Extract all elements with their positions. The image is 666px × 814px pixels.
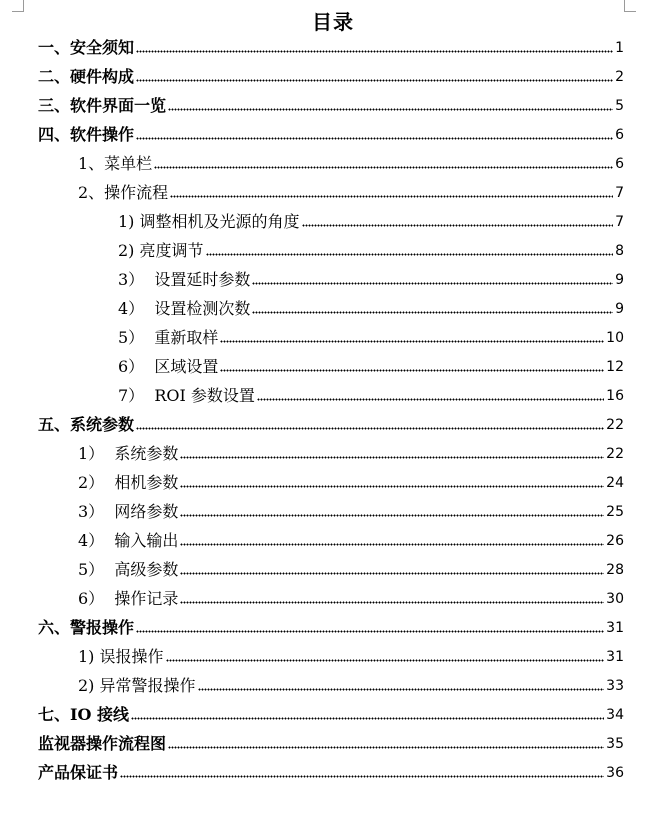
toc-entry[interactable] <box>38 34 624 58</box>
toc-entry-page: 22 <box>606 446 624 462</box>
toc-entry-text: 1、菜单栏 <box>78 154 153 173</box>
toc-dot-leader <box>166 659 605 663</box>
toc-entry-text: 一、安全须知 <box>38 38 135 57</box>
toc-entry-page: 28 <box>606 562 624 578</box>
toc-entry-page: 6 <box>615 156 624 172</box>
toc-dot-leader <box>206 253 614 257</box>
toc-entry-text: 1) 调整相机及光源的角度 <box>118 212 300 231</box>
toc-dot-leader <box>136 79 613 83</box>
toc-entry[interactable] <box>78 672 624 696</box>
toc-entry[interactable] <box>38 92 624 116</box>
toc-dot-leader <box>136 427 604 431</box>
toc-entry[interactable] <box>78 440 624 464</box>
toc-entry-page: 7 <box>615 185 624 201</box>
toc-dot-leader <box>180 601 604 605</box>
toc-entry-text: 5） 高级参数 <box>78 560 179 579</box>
toc-entry-page: 31 <box>606 649 624 665</box>
toc-dot-leader <box>180 456 604 460</box>
toc-dot-leader <box>180 572 604 576</box>
toc-dot-leader <box>168 108 613 112</box>
toc-entry-page: 5 <box>615 98 624 114</box>
toc-entry-text: 3） 网络参数 <box>78 502 179 521</box>
toc-dot-leader <box>180 514 604 518</box>
toc-entry-page: 33 <box>606 678 624 694</box>
toc-entry[interactable] <box>38 730 624 754</box>
toc-entry-page: 16 <box>606 388 624 404</box>
toc-dot-leader <box>131 717 604 721</box>
toc-entry[interactable] <box>118 324 624 348</box>
toc-dot-leader <box>170 195 613 199</box>
toc-entry[interactable] <box>78 150 624 174</box>
toc-entry[interactable] <box>118 353 624 377</box>
toc-dot-leader <box>154 166 613 170</box>
toc-entry-page: 25 <box>606 504 624 520</box>
toc-entry-text: 6） 区域设置 <box>118 357 219 376</box>
toc-entry-text: 4） 输入输出 <box>78 531 179 550</box>
toc-dot-leader <box>252 282 613 286</box>
toc-entry-text: 2) 异常警报操作 <box>78 676 196 695</box>
toc-entry-text: 七、IO 接线 <box>38 705 129 724</box>
toc-entry-text: 五、系统参数 <box>38 415 135 434</box>
toc-dot-leader <box>168 746 604 750</box>
toc-entry-page: 8 <box>615 243 624 259</box>
toc-entry[interactable] <box>38 121 624 145</box>
toc-entry-page: 1 <box>615 40 624 56</box>
toc-entry-page: 7 <box>615 214 624 230</box>
toc-entry-page: 6 <box>615 127 624 143</box>
toc-entry-page: 22 <box>606 417 624 433</box>
toc-entry[interactable] <box>78 469 624 493</box>
toc-dot-leader <box>198 688 605 692</box>
toc-dot-leader <box>136 137 613 141</box>
toc-entry-text: 二、硬件构成 <box>38 67 135 86</box>
toc-entry-text: 2、操作流程 <box>78 183 169 202</box>
toc-dot-leader <box>257 398 604 402</box>
toc-entry[interactable] <box>38 759 624 783</box>
toc-entry-text: 7） ROI 参数设置 <box>118 386 255 405</box>
toc-dot-leader <box>136 50 613 54</box>
toc-dot-leader <box>302 224 614 228</box>
toc-entry-text: 2） 相机参数 <box>78 473 179 492</box>
toc-entry-text: 产品保证书 <box>38 763 119 782</box>
toc-entry[interactable] <box>78 498 624 522</box>
toc-dot-leader <box>220 369 604 373</box>
toc-entry-text: 3） 设置延时参数 <box>118 270 251 289</box>
toc-entry-page: 9 <box>615 272 624 288</box>
toc-entry-page: 34 <box>606 707 624 723</box>
toc-entry-page: 10 <box>606 330 624 346</box>
toc-entry-page: 9 <box>615 301 624 317</box>
toc-entry-text: 2) 亮度调节 <box>118 241 204 260</box>
toc-entry[interactable] <box>38 411 624 435</box>
toc-dot-leader <box>180 485 604 489</box>
toc-entry-page: 30 <box>606 591 624 607</box>
toc-entry[interactable] <box>78 643 624 667</box>
toc-entry-text: 6） 操作记录 <box>78 589 179 608</box>
toc-entry-page: 35 <box>606 736 624 752</box>
toc-dot-leader <box>120 775 604 779</box>
toc-entry[interactable] <box>38 63 624 87</box>
toc-entry-page: 12 <box>606 359 624 375</box>
toc-entry[interactable] <box>78 556 624 580</box>
toc-entry[interactable] <box>78 179 624 203</box>
toc-entry[interactable] <box>118 237 624 261</box>
toc-entry-text: 四、软件操作 <box>38 125 135 144</box>
toc-entry-text: 5） 重新取样 <box>118 328 219 347</box>
toc-entry-page: 26 <box>606 533 624 549</box>
toc-entry-page: 36 <box>606 765 624 781</box>
toc-entry-text: 监视器操作流程图 <box>38 734 167 753</box>
toc-entry[interactable] <box>38 614 624 638</box>
toc-title: 目录 <box>312 10 354 34</box>
toc-dot-leader <box>136 630 604 634</box>
toc-entry-text: 三、软件界面一览 <box>38 96 167 115</box>
toc-entry[interactable] <box>118 208 624 232</box>
toc-entry[interactable] <box>78 585 624 609</box>
toc-entry-text: 4） 设置检测次数 <box>118 299 251 318</box>
toc-entry-page: 2 <box>615 69 624 85</box>
toc-entry-text: 六、警报操作 <box>38 618 135 637</box>
toc-entry[interactable] <box>38 701 624 725</box>
toc-entry-text: 1） 系统参数 <box>78 444 179 463</box>
toc-entry[interactable] <box>118 266 624 290</box>
toc-entry[interactable] <box>78 527 624 551</box>
toc-entry-page: 24 <box>606 475 624 491</box>
toc-entry[interactable] <box>118 295 624 319</box>
toc-entry-text: 1) 误报操作 <box>78 647 164 666</box>
toc-dot-leader <box>220 340 604 344</box>
toc-dot-leader <box>252 311 613 315</box>
toc-dot-leader <box>180 543 604 547</box>
toc-entry[interactable] <box>118 382 624 406</box>
toc-entry-page: 31 <box>606 620 624 636</box>
